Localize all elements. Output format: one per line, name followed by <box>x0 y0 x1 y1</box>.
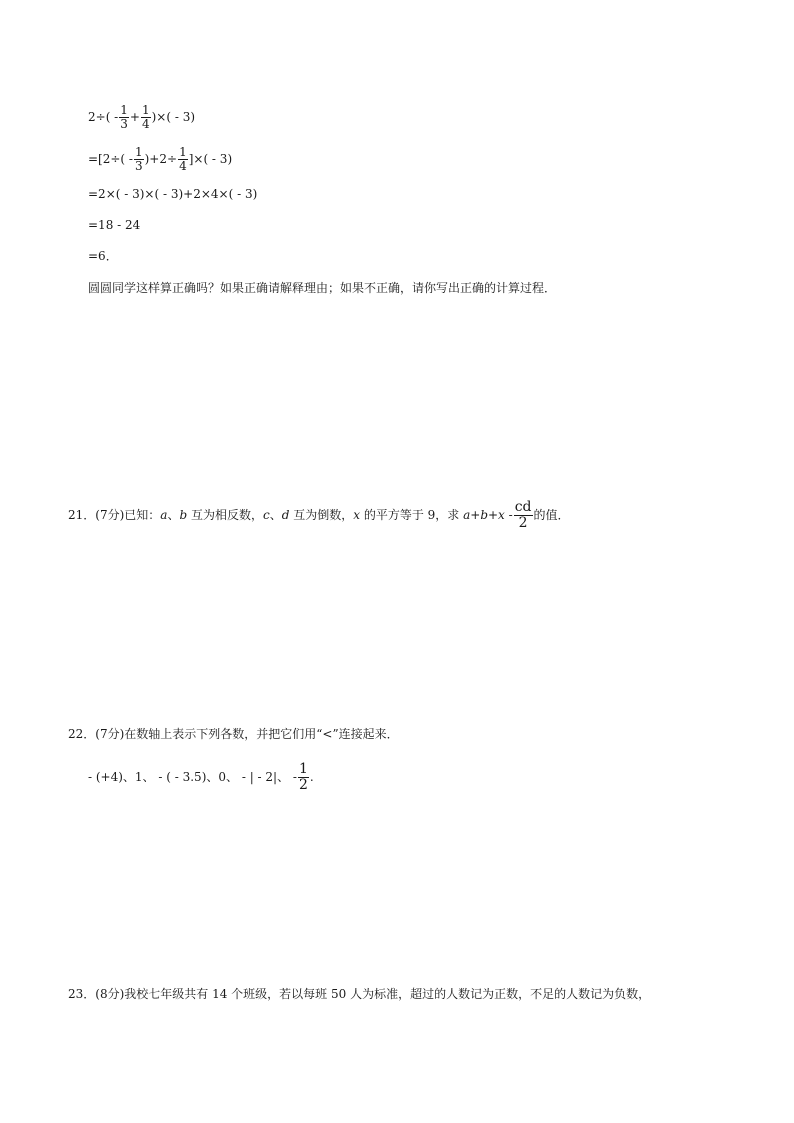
step-line-1: 2÷( - $\frac{1}{3}$ + $\frac{1}{4}$ )×( - 3) <box>88 103 196 131</box>
question-22-numbers: - (+4)、1、 - ( - 3.5)、0、 - | - 2|、 - $\frac{1}{2}$ . <box>88 761 314 793</box>
fraction-one-quarter: $\frac{1}{4}$ <box>179 145 187 173</box>
step-line-3: =2×( - 3)×( - 3)+2×4×( - 3) <box>88 187 258 201</box>
question-text: 圆圆同学这样算正确吗？如果正确请解释理由；如果不正确，请你写出正确的计算过程． <box>88 281 557 295</box>
step-line-4: =18 - 24 <box>88 218 141 232</box>
step-line-5: =6． <box>88 249 118 263</box>
fraction-one-third: $\frac{1}{3}$ <box>120 103 128 131</box>
fraction-one-half: $\frac{1}{2}$ <box>298 761 308 793</box>
question-23-title: 23．(8分)我校七年级共有 14 个班级，若以每班 50 人为标准，超过的人数记为正数，不足的人数记为负数， <box>68 987 651 1001</box>
fraction-one-quarter: $\frac{1}{4}$ <box>141 103 150 131</box>
fraction-cd-over-2: $\frac{cd}{2}$ <box>514 499 532 531</box>
step-line-2: =[2÷( - $\frac{1}{3}$ )+2÷ $\frac{1}{4}$ ]×( - 3) <box>88 145 233 173</box>
fraction-one-third: $\frac{1}{3}$ <box>134 145 143 173</box>
question-22-title: 22．(7分)在数轴上表示下列各数，并把它们用“<”连接起来． <box>68 727 399 741</box>
question-21: 21．(7分)已知：a、b 互为相反数，c、d 互为倒数，x 的平方等于 9，求 a+b+x - $\frac{cd}{2}$ 的值． <box>68 499 570 531</box>
